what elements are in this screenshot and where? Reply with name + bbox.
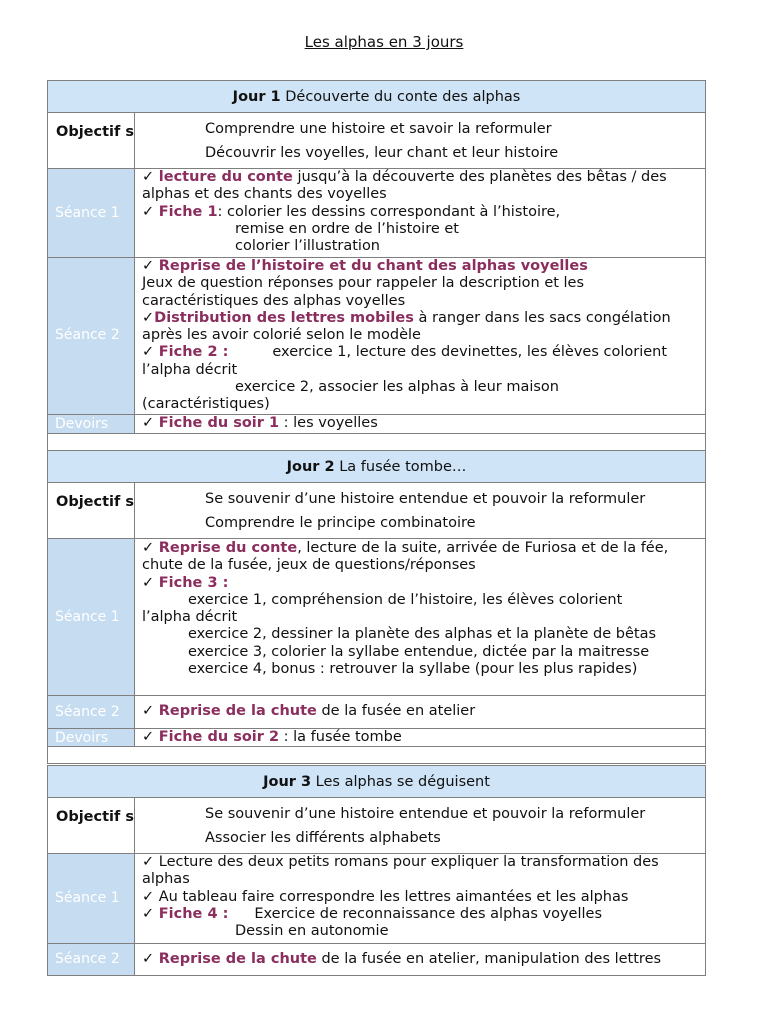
check-icon: ✓ — [142, 888, 155, 905]
check-icon: ✓ — [142, 703, 155, 720]
day2-seance1-label: Séance 1 — [48, 539, 135, 696]
check-icon: ✓ — [142, 169, 155, 185]
check-icon: ✓ — [142, 203, 155, 220]
day3-objectifs: Se souvenir d’une histoire entendue et pouvoir la reformuler Associer les différents alphabets — [135, 798, 706, 854]
check-icon: ✓ — [142, 729, 155, 745]
day2-table — [47, 450, 706, 764]
day1-seance1-label: Séance 1 — [48, 169, 135, 258]
check-icon: ✓ — [142, 540, 155, 556]
check-icon: ✓ — [142, 414, 155, 431]
day1-objectif-label: Objectif s — [48, 113, 135, 169]
day3-table — [47, 765, 706, 976]
day3-objectif-label: Objectif s — [48, 798, 135, 854]
day1-devoirs-label: Devoirs — [48, 414, 135, 433]
day3-seance2: ✓ Reprise de la chute de la fusée en atelier, manipulation des lettres — [135, 944, 706, 976]
day1-seance1: ✓ lecture du conte jusqu’à la découverte des planètes des bêtas / des alphas et des chants des voyelles ✓ Fiche 1: colorier les dessins correspondant à l’histoire, remise en ordre de l’histoire et colorier l’illustration — [135, 169, 706, 258]
check-icon: ✓ — [142, 574, 155, 591]
day1-seance2: ✓ Reprise de l’histoire et du chant des alphas voyelles Jeux de question réponses pour rappeler la description et les caractéristiques des alphas voyelles ✓Distribution des lettres mobiles à ranger dans les sacs congélation après les avoir colorié selon le modèle ✓ Fiche 2 : exercice 1, lecture des devinettes, les élèves colorient l’alpha décrit exercice 2, associer les alphas à leur maison (caractéristiques) — [135, 258, 706, 415]
day3-seance2-label: Séance 2 — [48, 944, 135, 976]
check-icon: ✓ — [142, 309, 155, 326]
day2-devoirs-label: Devoirs — [48, 729, 135, 747]
spacer-row — [48, 747, 706, 764]
day1-header: Jour 1 Découverte du conte des alphas — [48, 81, 706, 113]
day3-header: Jour 3 Les alphas se déguisent — [48, 766, 706, 798]
day1-objectifs: Comprendre une histoire et savoir la reformuler Découvrir les voyelles, leur chant et leur histoire — [135, 113, 706, 169]
day2-seance2-label: Séance 2 — [48, 696, 135, 729]
day2-objectifs: Se souvenir d’une histoire entendue et pouvoir la reformuler Comprendre le principe combinatoire — [135, 483, 706, 539]
day3-seance1: ✓ Lecture des deux petits romans pour expliquer la transformation des alphas ✓ Au tableau faire correspondre les lettres aimantées et les alphas ✓ Fiche 4 : Exercice de reconnaissance des alphas voyelles Dessin en autonomie — [135, 854, 706, 944]
day3-seance1-label: Séance 1 — [48, 854, 135, 944]
check-icon: ✓ — [142, 905, 155, 922]
day2-devoirs: ✓ Fiche du soir 2 : la fusée tombe — [135, 729, 706, 747]
day1-table — [47, 80, 706, 452]
check-icon: ✓ — [142, 344, 155, 361]
day2-objectif-label: Objectif s — [48, 483, 135, 539]
spacer-row — [48, 433, 706, 451]
day2-seance1: ✓ Reprise du conte, lecture de la suite, arrivée de Furiosa et de la fée, chute de la fusée, jeux de questions/réponses ✓ Fiche 3 : exercice 1, compréhension de l’histoire, les élèves colorient l’alpha décrit exercice 2, dessiner la planète des alphas et la planète de bêtas exercice 3, colorier la syllabe entendue, dictée par la maitresse exercice 4, bonus : retrouver la syllabe (pour les plus rapides) — [135, 539, 706, 696]
day2-seance2: ✓ Reprise de la chute de la fusée en atelier — [135, 696, 706, 729]
document-title: Les alphas en 3 jours — [304, 33, 464, 51]
check-icon: ✓ — [142, 854, 155, 870]
day1-seance2-label: Séance 2 — [48, 258, 135, 415]
day2-header: Jour 2 La fusée tombe… — [48, 451, 706, 483]
check-icon: ✓ — [142, 258, 155, 274]
day1-devoirs: ✓ Fiche du soir 1 : les voyelles — [135, 414, 706, 433]
check-icon: ✓ — [142, 950, 155, 967]
